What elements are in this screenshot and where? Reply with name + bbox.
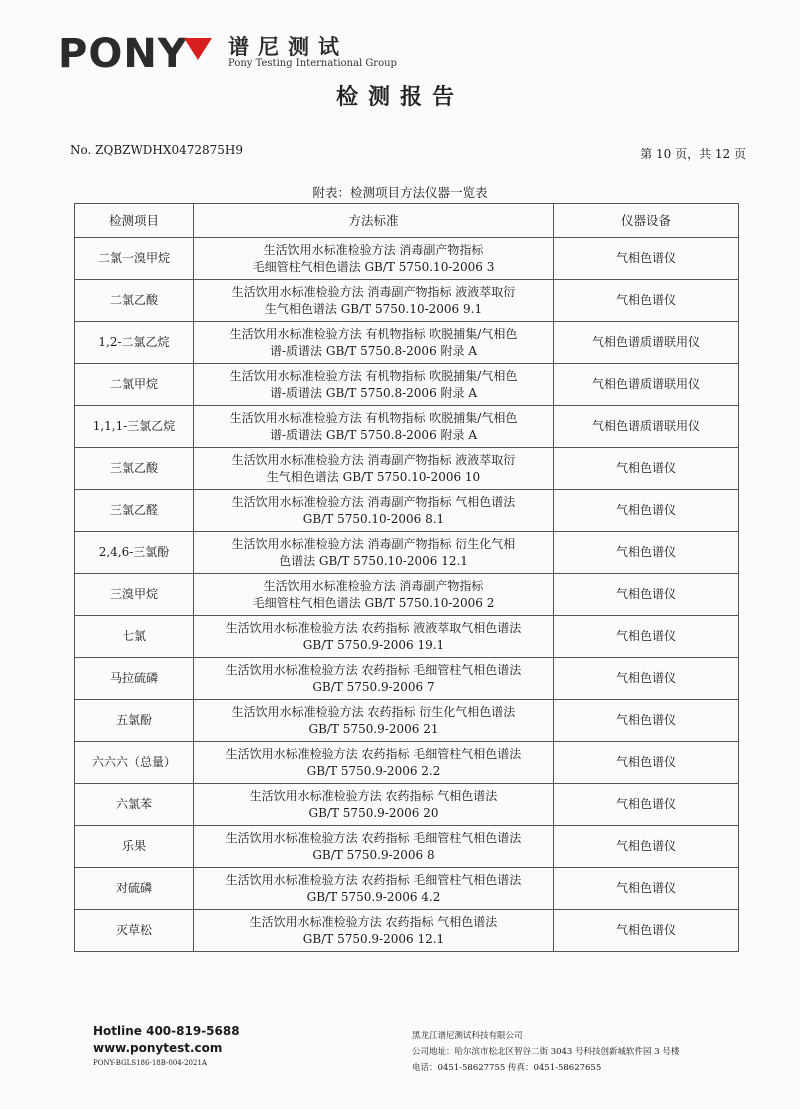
brand-logo-text: PONY xyxy=(58,34,212,74)
test-item: 二氯一溴甲烷 xyxy=(75,238,194,280)
method-line: GB/T 5750.9-2006 4.2 xyxy=(306,889,441,904)
method-line: 生活饮用水标准检验方法 农药指标 液液萃取气相色谱法 xyxy=(225,620,522,635)
method-line: 生活饮用水标准检验方法 消毒副产物指标 液液萃取衍 xyxy=(231,284,516,299)
footer-contact xyxy=(93,1024,240,1067)
method-standard xyxy=(194,700,554,742)
method-line: 生活饮用水标准检验方法 消毒副产物指标 xyxy=(263,578,484,593)
brand-english-name: Pony Testing International Group xyxy=(228,58,397,69)
equipment: 气相色谱仪 xyxy=(554,742,739,784)
method-line: 谱-质谱法 GB/T 5750.8-2006 附录 A xyxy=(269,343,477,358)
table-row xyxy=(75,658,739,700)
method-line: 谱-质谱法 GB/T 5750.8-2006 附录 A xyxy=(269,385,477,400)
method-line: 生活饮用水标准检验方法 消毒副产物指标 液液萃取衍 xyxy=(231,452,516,467)
method-standard xyxy=(194,322,554,364)
document-id: PONY-BGLS186-18B-004-2021A xyxy=(93,1059,207,1067)
test-item: 二氯甲烷 xyxy=(75,364,194,406)
method-standard xyxy=(194,238,554,280)
equipment: 气相色谱质谱联用仪 xyxy=(554,364,739,406)
header-item: 检测项目 xyxy=(75,204,194,238)
equipment: 气相色谱仪 xyxy=(554,910,739,952)
test-item: 二氯乙酸 xyxy=(75,280,194,322)
table-row xyxy=(75,616,739,658)
table-row xyxy=(75,868,739,910)
method-line: GB/T 5750.9-2006 7 xyxy=(312,679,435,694)
table-caption: 附表：检测项目方法仪器一览表 xyxy=(312,185,488,200)
method-standard xyxy=(194,280,554,322)
method-line: GB/T 5750.9-2006 20 xyxy=(308,805,439,820)
test-item: 对硫磷 xyxy=(75,868,194,910)
table-row xyxy=(75,322,739,364)
method-line: GB/T 5750.9-2006 19.1 xyxy=(302,637,445,652)
table-row xyxy=(75,280,739,322)
method-standard xyxy=(194,574,554,616)
method-line: 色谱法 GB/T 5750.10-2006 12.1 xyxy=(279,553,468,568)
method-line: 生活饮用水标准检验方法 消毒副产物指标 xyxy=(263,242,484,257)
method-line: GB/T 5750.10-2006 8.1 xyxy=(302,511,445,526)
method-line: 生活饮用水标准检验方法 消毒副产物指标 衍生化气相 xyxy=(231,536,516,551)
equipment: 气相色谱仪 xyxy=(554,658,739,700)
header-equipment: 仪器设备 xyxy=(554,204,739,238)
equipment: 气相色谱仪 xyxy=(554,532,739,574)
test-item: 三氯乙酸 xyxy=(75,448,194,490)
method-standard xyxy=(194,742,554,784)
test-item: 七氯 xyxy=(75,616,194,658)
header-method: 方法标准 xyxy=(194,204,554,238)
test-item: 1,2-二氯乙烷 xyxy=(75,322,194,364)
method-standard xyxy=(194,616,554,658)
table-row xyxy=(75,490,739,532)
table-row xyxy=(75,826,739,868)
test-item: 乐果 xyxy=(75,826,194,868)
method-standard xyxy=(194,910,554,952)
table-row xyxy=(75,238,739,280)
equipment: 气相色谱仪 xyxy=(554,490,739,532)
company-name: 黑龙江谱尼测试科技有限公司 xyxy=(412,1031,523,1041)
method-line: GB/T 5750.9-2006 21 xyxy=(308,721,439,736)
page-number: 第 10 页，共 12 页 xyxy=(640,147,746,161)
report-number: No. ZQBZWDHX0472875H9 xyxy=(70,143,243,157)
method-line: 生气相色谱法 GB/T 5750.10-2006 9.1 xyxy=(264,301,483,316)
footer-company-info xyxy=(412,1028,679,1076)
method-standard xyxy=(194,448,554,490)
test-item: 五氯酚 xyxy=(75,700,194,742)
hotline: Hotline 400-819-5688 xyxy=(93,1024,240,1038)
method-line: 生活饮用水标准检验方法 农药指标 毛细管柱气相色谱法 xyxy=(225,662,522,677)
method-line: 生活饮用水标准检验方法 农药指标 毛细管柱气相色谱法 xyxy=(225,746,522,761)
test-item: 灭草松 xyxy=(75,910,194,952)
method-line: GB/T 5750.9-2006 12.1 xyxy=(302,931,445,946)
equipment: 气相色谱仪 xyxy=(554,826,739,868)
table-row xyxy=(75,910,739,952)
test-item: 六六六（总量） xyxy=(75,742,194,784)
method-line: 谱-质谱法 GB/T 5750.8-2006 附录 A xyxy=(269,427,477,442)
method-line: 生活饮用水标准检验方法 有机物指标 吹脱捕集/气相色 xyxy=(229,410,518,425)
method-line: 生活饮用水标准检验方法 农药指标 气相色谱法 xyxy=(249,914,498,929)
test-item: 六氯苯 xyxy=(75,784,194,826)
table-row xyxy=(75,742,739,784)
method-line: 生活饮用水标准检验方法 农药指标 毛细管柱气相色谱法 xyxy=(225,830,522,845)
method-line: 生气相色谱法 GB/T 5750.10-2006 10 xyxy=(266,469,481,484)
methods-table xyxy=(74,203,739,952)
report-title: 检测报告 xyxy=(335,85,464,110)
equipment: 气相色谱仪 xyxy=(554,448,739,490)
test-item: 马拉硫磷 xyxy=(75,658,194,700)
test-item: 2,4,6-三氯酚 xyxy=(75,532,194,574)
method-line: 生活饮用水标准检验方法 有机物指标 吹脱捕集/气相色 xyxy=(229,326,518,341)
equipment: 气相色谱仪 xyxy=(554,784,739,826)
table-row xyxy=(75,532,739,574)
logo-triangle-icon xyxy=(184,38,212,60)
table-row xyxy=(75,784,739,826)
equipment: 气相色谱质谱联用仪 xyxy=(554,406,739,448)
test-item: 三溴甲烷 xyxy=(75,574,194,616)
company-phone: 电话：0451-58627755 传真：0451-58627655 xyxy=(412,1063,602,1073)
equipment: 气相色谱仪 xyxy=(554,700,739,742)
method-standard xyxy=(194,364,554,406)
test-item: 三氯乙醛 xyxy=(75,490,194,532)
method-standard xyxy=(194,784,554,826)
method-standard xyxy=(194,490,554,532)
table-row xyxy=(75,574,739,616)
table-header-row xyxy=(75,204,739,238)
method-standard xyxy=(194,658,554,700)
table-row xyxy=(75,364,739,406)
method-line: GB/T 5750.9-2006 8 xyxy=(312,847,435,862)
table-row xyxy=(75,700,739,742)
equipment: 气相色谱仪 xyxy=(554,238,739,280)
equipment: 气相色谱仪 xyxy=(554,574,739,616)
method-standard xyxy=(194,868,554,910)
method-line: 生活饮用水标准检验方法 有机物指标 吹脱捕集/气相色 xyxy=(229,368,518,383)
company-logo xyxy=(58,30,212,77)
method-line: 生活饮用水标准检验方法 农药指标 衍生化气相色谱法 xyxy=(231,704,516,719)
method-line: 毛细管柱气相色谱法 GB/T 5750.10-2006 2 xyxy=(252,595,495,610)
method-line: GB/T 5750.9-2006 2.2 xyxy=(306,763,441,778)
equipment: 气相色谱质谱联用仪 xyxy=(554,322,739,364)
equipment: 气相色谱仪 xyxy=(554,616,739,658)
equipment: 气相色谱仪 xyxy=(554,868,739,910)
method-line: 毛细管柱气相色谱法 GB/T 5750.10-2006 3 xyxy=(252,259,495,274)
method-standard xyxy=(194,826,554,868)
method-standard xyxy=(194,532,554,574)
company-address: 公司地址：哈尔滨市松北区智谷二街 3043 号科技创新城软件园 3 号楼 xyxy=(412,1047,680,1057)
method-standard xyxy=(194,406,554,448)
method-line: 生活饮用水标准检验方法 农药指标 毛细管柱气相色谱法 xyxy=(225,872,522,887)
brand-chinese-name: 谱尼测试 xyxy=(228,35,348,59)
website: www.ponytest.com xyxy=(93,1041,223,1055)
method-line: 生活饮用水标准检验方法 消毒副产物指标 气相色谱法 xyxy=(231,494,516,509)
table-row xyxy=(75,448,739,490)
test-item: 1,1,1-三氯乙烷 xyxy=(75,406,194,448)
method-line: 生活饮用水标准检验方法 农药指标 气相色谱法 xyxy=(249,788,498,803)
table-row xyxy=(75,406,739,448)
equipment: 气相色谱仪 xyxy=(554,280,739,322)
